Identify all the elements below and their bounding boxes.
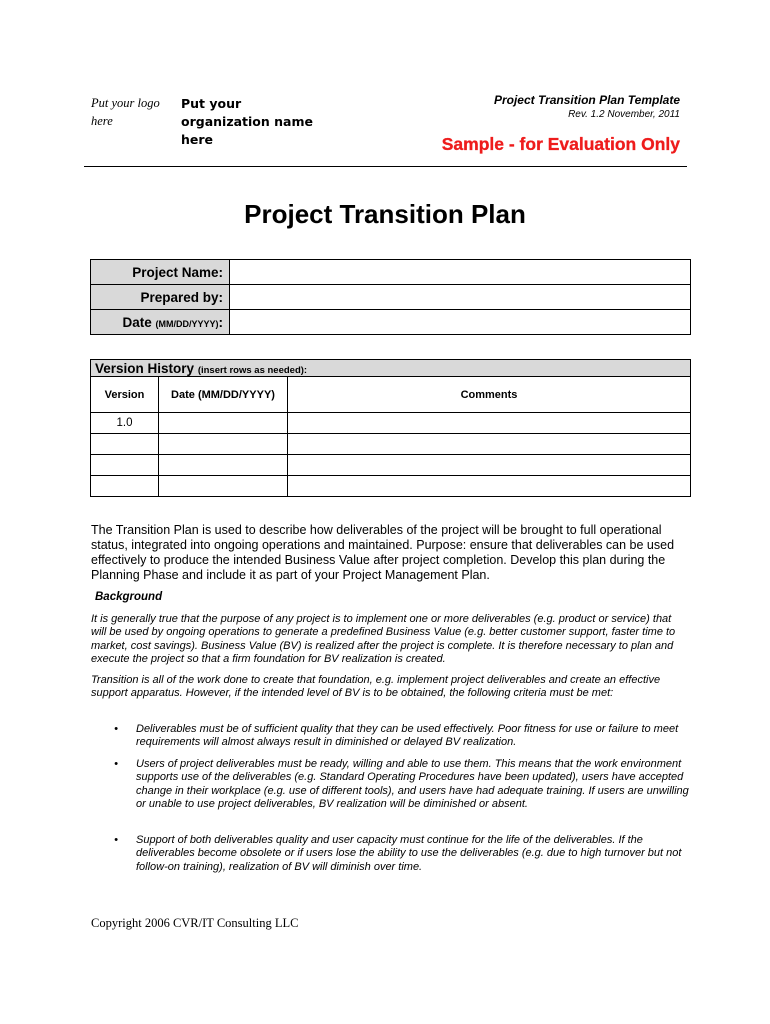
logo-placeholder: Put your logo here	[91, 96, 160, 128]
date-cell[interactable]	[159, 455, 288, 476]
date-label-cell	[91, 310, 230, 335]
bullet-icon: •	[114, 723, 118, 735]
intro-paragraph: The Transition Plan is used to describe how deliverables of the project will be brought to full operational status, integrated into ongoing operations and maintained. Purpose: ensure that deliverables can be used effectively to produce the intended Business Value after project completion. Develop this plan during the Planning Phase and include it as part of your Project Management Plan.	[91, 523, 675, 582]
date-colon: :	[218, 314, 223, 330]
bullet-icon: •	[114, 834, 118, 846]
header-divider	[84, 166, 687, 167]
template-revision: Rev. 1.2 November, 2011	[568, 109, 680, 120]
version-cell[interactable]	[91, 476, 159, 497]
date-label: Date	[122, 314, 152, 330]
version-history-title-cell	[91, 360, 691, 377]
date-row	[91, 310, 691, 335]
version-history-table	[90, 359, 691, 497]
comments-cell[interactable]	[288, 413, 691, 434]
comments-cell[interactable]	[288, 455, 691, 476]
version-history-title: Version History	[95, 360, 195, 376]
criteria-bullet-3: Support of both deliverables quality and user capacity must continue for the life of the deliverables. If the deliverables become obsolete or if users lose the ability to use the deliverables (e.g. due to high turnover but not follow-on training), realization of BV will diminish over time.	[136, 834, 682, 873]
organization-placeholder: Put your organization name here	[181, 96, 313, 147]
table-row	[91, 476, 691, 497]
prepared-by-field[interactable]	[230, 285, 691, 310]
prepared-by-label: Prepared by:	[91, 285, 230, 310]
version-history-note: (insert rows as needed):	[197, 364, 308, 376]
table-row	[91, 434, 691, 455]
date-cell[interactable]	[159, 413, 288, 434]
template-title: Project Transition Plan Template	[493, 93, 680, 107]
bullet-icon: •	[114, 758, 118, 770]
version-history-header	[91, 360, 691, 377]
sample-watermark: Sample - for Evaluation Only	[441, 134, 680, 154]
column-comments: Comments	[288, 377, 691, 413]
version-cell[interactable]	[91, 455, 159, 476]
column-version: Version	[91, 377, 159, 413]
document-title: Project Transition Plan	[244, 199, 526, 229]
table-row	[91, 413, 691, 434]
date-format-hint: (MM/DD/YYYY)	[155, 318, 219, 329]
date-cell[interactable]	[159, 434, 288, 455]
copyright-footer: Copyright 2006 CVR/IT Consulting LLC	[91, 916, 299, 930]
date-field[interactable]	[230, 310, 691, 335]
comments-cell[interactable]	[288, 476, 691, 497]
project-info-table	[90, 259, 691, 335]
date-cell[interactable]	[159, 476, 288, 497]
criteria-bullet-2: Users of project deliverables must be ready, willing and able to use them. This means that the work environment supports use of the deliverables (e.g. Standard Operating Procedures have been updated), users have accepted change in their workplace (e.g. use of different tools), and users have had adequate training. If users are unwilling or unable to use project deliverables, BV realization will be diminished or absent.	[136, 758, 689, 811]
version-cell[interactable]: 1.0	[91, 413, 159, 434]
background-heading: Background	[95, 591, 163, 603]
project-name-field[interactable]	[230, 260, 691, 285]
comments-cell[interactable]	[288, 434, 691, 455]
project-name-row	[91, 260, 691, 285]
version-cell[interactable]	[91, 434, 159, 455]
version-history-columns	[91, 377, 691, 413]
table-row	[91, 455, 691, 476]
prepared-by-row	[91, 285, 691, 310]
project-name-label: Project Name:	[91, 260, 230, 285]
column-date: Date (MM/DD/YYYY)	[159, 377, 288, 413]
background-paragraph-2: Transition is all of the work done to create that foundation, e.g. implement project deliverables and create an effective support apparatus. However, if the intended level of BV is to be obtained, the following criteria must be met:	[91, 674, 661, 700]
background-paragraph-1: It is generally true that the purpose of any project is to implement one or more deliverables (e.g. product or service) that will be used by ongoing operations to generate a predefined Business Value (e.g. better customer support, faster time to market, cost savings). Business Value (BV) is realized after the project is complete. It is therefore necessary to plan and execute the project so that a firm foundation for BV realization is created.	[91, 613, 676, 666]
criteria-bullet-1: Deliverables must be of sufficient quality that they can be used effectively. Poor fitness for use or failure to meet requirements will almost always result in diminished or delayed BV realization.	[136, 723, 679, 749]
